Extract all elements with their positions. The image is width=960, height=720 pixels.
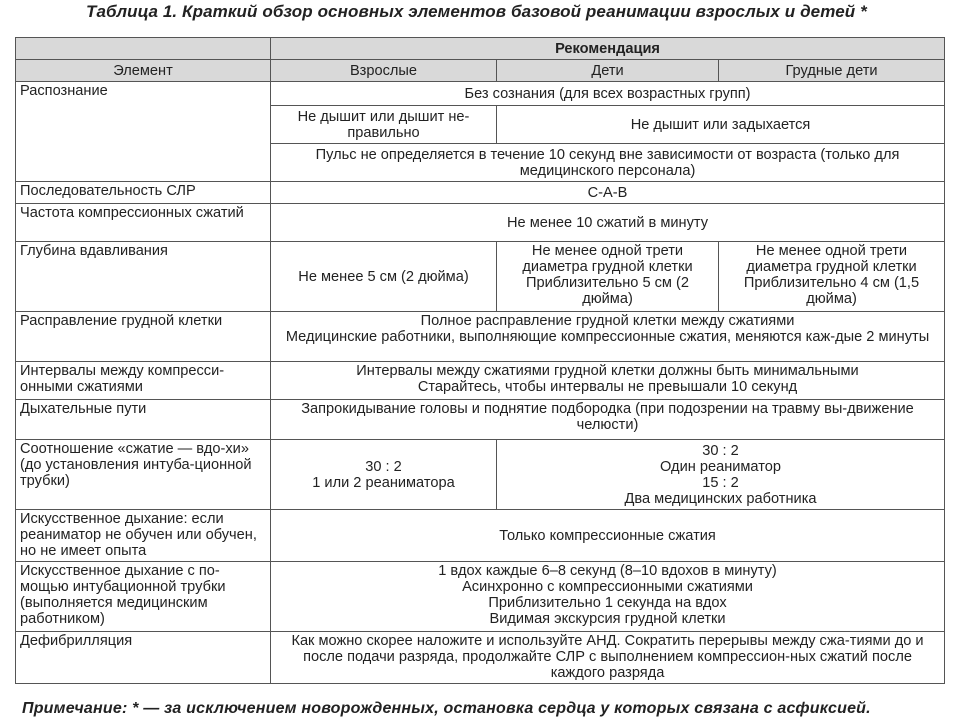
table-row (16, 312, 945, 362)
ratio-adults-note: 1 или 2 реаниматора (312, 474, 455, 491)
intervals-line-2: Старайтесь, чтобы интервалы не превышали 10 секунд (417, 379, 798, 395)
table-row (16, 400, 945, 440)
table-row (16, 562, 945, 632)
ratio-kids-value-2: 15 : 2 (702, 474, 739, 491)
row-label-ratio: Соотношение «сжатие — вдо-хи» (до установления интуба-ционной трубки) (16, 440, 271, 510)
intervals-line-1: Интервалы между сжатиями грудной клетки должны быть минимальными (356, 363, 859, 379)
table-row (16, 632, 945, 684)
recognition-children-infants: Не дышит или задыхается (497, 106, 945, 144)
table-row (16, 242, 945, 312)
untrained-value: Только компрессионные сжатия (271, 510, 945, 562)
ratio-children-infants (497, 440, 945, 510)
row-label-untrained: Искусственное дыхание: если реаниматор не обучен или обучен, но не имеет опыта (16, 510, 271, 562)
recognition-pulse: Пульс не определяется в течение 10 секунд вне зависимости от возраста (только для медицинского персонала) (271, 144, 945, 182)
depth-infants: Не менее одной трети диаметра грудной клетки Приблизительно 4 см (1,5 дюйма) (719, 242, 945, 312)
depth-adults: Не менее 5 см (2 дюйма) (271, 242, 497, 312)
recognition-adults: Не дышит или дышит не-правильно (271, 106, 497, 144)
sequence-value: C-A-B (271, 182, 945, 204)
header-element: Элемент (16, 60, 271, 82)
row-label-depth: Глубина вдавливания (16, 242, 271, 312)
table-row (16, 440, 945, 510)
header-group-row (16, 38, 945, 60)
recoil-value (271, 312, 945, 362)
row-label-intervals: Интервалы между компресси-онными сжатиями (16, 362, 271, 400)
recoil-line-1: Полное расправление грудной клетки между сжатиями (420, 313, 795, 329)
ratio-kids-note-2: Два медицинских работника (624, 490, 817, 507)
ratio-adults-value: 30 : 2 (365, 458, 402, 475)
airway-value: Запрокидывание головы и поднятие подбородка (при подозрении на травму вы-движение челюсти) (271, 400, 945, 440)
header-blank-cell (16, 38, 271, 60)
table-row (16, 182, 945, 204)
depth-children: Не менее одной трети диаметра грудной клетки Приблизительно 5 см (2 дюйма) (497, 242, 719, 312)
rate-value: Не менее 10 сжатий в минуту (271, 204, 945, 242)
row-label-airway: Дыхательные пути (16, 400, 271, 440)
row-label-rate: Частота компрессионных сжатий (16, 204, 271, 242)
row-label-recoil: Расправление грудной клетки (16, 312, 271, 362)
table-row (16, 362, 945, 400)
table-title: Таблица 1. Краткий обзор основных элементов базовой реанимации взрослых и детей * (86, 2, 867, 21)
intubation-line-3: Приблизительно 1 секунда на вдох (488, 595, 727, 611)
header-infants: Грудные дети (719, 60, 945, 82)
ratio-adults (271, 440, 497, 510)
header-columns-row (16, 60, 945, 82)
row-label-intubation: Искусственное дыхание с по-мощью интубационной трубки (выполняется медицинским работником) (16, 562, 271, 632)
recoil-line-2: Медицинские работники, выполняющие компрессионные сжатия, меняются каж-дые 2 минуты (285, 329, 930, 345)
defibrillation-value: Как можно скорее наложите и используйте АНД. Сократить перерывы между сжа-тиями до и после подачи разряда, продолжайте СЛР с выполнением компрессион-ных сжатий после каждого разряда (271, 632, 945, 684)
ratio-kids-note-1: Один реаниматор (660, 458, 781, 475)
intervals-value (271, 362, 945, 400)
intubation-line-1: 1 вдох каждые 6–8 секунд (8–10 вдохов в минуту) (438, 563, 777, 579)
table-row (16, 510, 945, 562)
table-footnote: Примечание: * — за исключением новорожденных, остановка сердца у которых связана с асфиксией. (22, 700, 871, 717)
table-row (16, 82, 945, 106)
header-children: Дети (497, 60, 719, 82)
row-label-sequence: Последовательность СЛР (16, 182, 271, 204)
header-recommendation: Рекомендация (271, 38, 945, 60)
table-row (16, 204, 945, 242)
ratio-kids-value-1: 30 : 2 (702, 442, 739, 459)
intubation-value (271, 562, 945, 632)
recognition-all: Без сознания (для всех возрастных групп) (271, 82, 945, 106)
bls-summary-table (15, 37, 945, 684)
header-adults: Взрослые (271, 60, 497, 82)
intubation-line-2: Асинхронно с компрессионными сжатиями (462, 579, 753, 595)
row-label-defibrillation: Дефибрилляция (16, 632, 271, 684)
row-label-recognition: Распознание (16, 82, 271, 182)
intubation-line-4: Видимая экскурсия грудной клетки (489, 611, 726, 627)
